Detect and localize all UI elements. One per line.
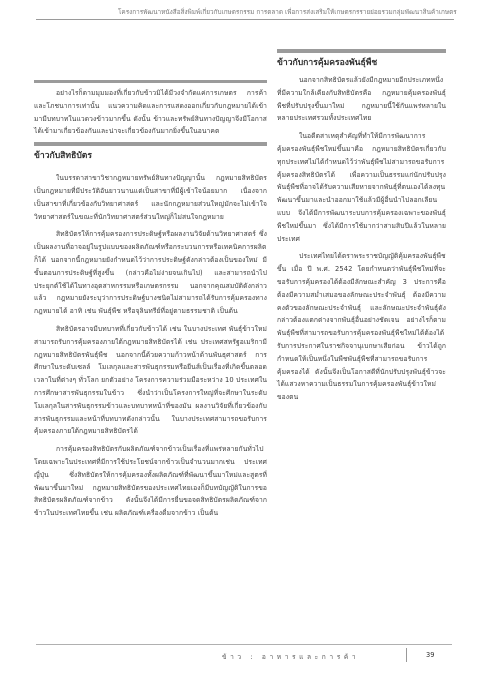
right-column [277, 49, 446, 404]
plant-paragraph-3: ประเทศไทยได้ตราพระราชบัญญัติคุ้มครองพันธุ์พืชขึ้น เมื่อ ปี พ.ศ. 2542 โดยกำหนดว่าพันธุ์พืชใหม่ที่จะขอรับการคุ้มครองได้ต้องมีลักษณะสำคัญ 3 ประการคือ ต้องมีความสม่ำเสมอของลักษณะประจำพันธุ์ ต้องมีความคงตัวของลักษณะประจำพันธุ์ และลักษณะประจำพันธุ์ดังกล่าวต้องแตกต่างจากพันธุ์อื่นอย่างชัดเจน อย่างไรก็ตามพันธุ์พืชที่สามารถขอรับการคุ้มครองพันธุ์พืชใหม่ได้ต้องได้รับการประกาศในราชกิจจานุเบกษาเสียก่อน ข้าวได้ถูกกำหนดให้เป็นหนึ่งในพืชพันธุ์พืชที่สามารถขอรับการคุ้มครองได้ ดังนั้นจึงเป็นโอกาสดีที่นักปรับปรุงพันธุ์ข้าวจะได้แสวงหาความเป็นธรรมในการคุ้มครองพันธุ์ข้าวใหม่ของตน [277, 252, 446, 402]
page-number: 39 [426, 651, 435, 659]
intro-paragraph: อย่างไรก็ตามมุมมองที่เกี่ยวกับข้าวมิได้มีวงจำกัดแค่การเกษตร การค้าและโภชนาการเท่านั้น แนวความคิดและการแสดงออกเกี่ยวกับกฎหมายได้เข้ามามีบทบาทในแวดวงข้าวมากขึ้น ดังนั้น ข้าวและทรัพย์สินทางปัญญาจึงมีโอกาสได้เข้ามาเกี่ยวข้องกันและน่าจะเกี่ยวข้องกันมากยิ่งขึ้นในอนาคต [34, 89, 267, 136]
left-column [34, 80, 267, 520]
footer-rule [36, 644, 452, 645]
patent-paragraph-4: การคุ้มครองสิทธิบัตรกับผลิตภัณฑ์จากข้าวเป็นเรื่องที่แพร่หลายกันทั่วไปโดยเฉพาะในประเทศที่มีการใช้ประโยชน์จากข้าวเป็นจำนวนมากเช่น ประเทศญี่ปุ่น ซึ่งสิทธิบัตรให้การคุ้มครองทั้งผลิตภัณฑ์ที่พัฒนาขึ้นมาใหม่และสูตรที่พัฒนาขึ้นมาใหม่ กฎหมายสิทธิบัตรของประเทศไทยเองก็มีบทบัญญัติในการขอสิทธิบัตรผลิตภัณฑ์จากข้าว ดังนั้นจึงได้มีการยื่นขอจดสิทธิบัตรผลิตภัณฑ์จากข้าวในประเทศไทยขึ้น เช่น ผลิตภัณฑ์เครื่องดื่มจากข้าว เป็นต้น [34, 445, 267, 518]
section-divider [34, 80, 267, 83]
patent-paragraph-2: สิทธิบัตรให้การคุ้มครองการประดิษฐ์หรือผลงานวิจัยด้านวิทยาศาสตร์ ซึ่งเป็นผลงานที่อาจอยู่ในรูปแบบของผลิตภัณฑ์หรือกระบวนการหรือเทคนิคการผลิตก็ได้ นอกจากนี้กฎหมายยังกำหนดไว้ว่าการประดิษฐ์ดังกล่าวต้องเป็นของใหม่ มีขั้นตอนการประดิษฐ์ที่สูงขึ้น (กล่าวคือไม่ง่ายจนเกินไป) และสามารถนำไปประยุกต์ใช้ได้ในทางอุตสาหกรรมหรือเกษตรกรรม นอกจากคุณสมบัติดังกล่าวแล้ว กฎหมายยังระบุว่าการประดิษฐ์บางชนิดไม่สามารถได้รับการคุ้มครองทางกฎหมายได้ อาทิ เช่น พันธุ์พืช หรือจุลินทรีย์ที่อยู่ตามธรรมชาติ เป็นต้น [34, 230, 267, 316]
section-heading-bar [34, 142, 267, 146]
section-heading-bar-right [277, 49, 446, 53]
footer-separator [406, 648, 407, 662]
patent-paragraph-3: สิทธิบัตรอาจมีบทบาทที่เกี่ยวกับข้าวได้ เช่น ในบางประเทศ พันธุ์ข้าวใหม่สามารถรับการคุ้มครองภายใต้กฎหมายสิทธิบัตรได้ เช่น ประเทศสหรัฐอเมริกามีกฎหมายสิทธิบัตรพันธุ์พืช นอกจากนี้ด้วยความก้าวหน้าด้านพันธุศาสตร์ การศึกษาในระดับเซลล์ โมเลกุลและสารพันธุกรรมหรือยีนส์เป็นเรื่องที่เกิดขึ้นตลอดเวลาในที่ต่างๆ ทั่วโลก ยกตัวอย่าง โครงการความร่วมมือระหว่าง 10 ประเทศในการศึกษาสารพันธุกรรมในข้าว ซึ่งนำว่าเป็นโครงการใหญ่ที่จะศึกษาในระดับโมเลกุลในสารพันธุกรรมข้าวและบทบาทหน้าที่ของมัน ผลงานวิจัยที่เกี่ยวข้องกับสารพันธุกรรมและหน้าที่บทบาทดังกล่าวนั้น ในบางประเทศสามารถขอรับการคุ้มครองภายใต้กฎหมายสิทธิบัตรได้ [34, 324, 267, 436]
section-heading-patent: ข้าวกับสิทธิบัตร [34, 151, 92, 162]
plant-paragraph-1: นอกจากสิทธิบัตรแล้วยังมีกฎหมายอีกประเภทหนึ่งที่มีความใกล้เคียงกับสิทธิบัตรคือ กฎหมายคุ้มครองพันธุ์พืชที่ปรับปรุงขึ้นมาใหม่ กฎหมายนี้ใช้กันแพร่หลายในหลายประเทศรวมทั้งประเทศไทย [277, 76, 446, 123]
publication-title: ข้าว : อาหารและการค้า [222, 653, 360, 661]
section-heading-plant-variety: ข้าวกับการคุ้มครองพันธุ์พืช [277, 58, 378, 68]
plant-paragraph-2: ในอดีตสาเหตุสำคัญที่ทำให้มีการพัฒนาการคุ้มครองพันธุ์พืชใหม่ขึ้นมาคือ กฎหมายสิทธิบัตรเกี่ยวกับทุกประเทศไม่ได้กำหนดไว้ว่าพันธุ์พืชไม่สามารถขอรับการคุ้มครองสิทธิบัตรได้ เพื่อความเป็นธรรมแก่นักปรับปรุงพันธุ์พืชที่อาจได้รับความเสียหายจากพันธุ์ที่ตนเองได้ลงทุนพัฒนาขึ้นมาและนำออกมาใช้แล้วมีผู้อื่นนำไปลอกเลียนแบบ จึงได้มีการพัฒนาระบบการคุ้มครองเฉพาะของพันธุ์พืชใหม่ขึ้นมา ซึ่งได้มีการใช้มากว่าสามสิบปีแล้วในหลายประเทศ [277, 132, 446, 243]
patent-paragraph-1: ในบรรดาสาขาวิชากฎหมายทรัพย์สินทางปัญญานั้น กฎหมายสิทธิบัตรเป็นกฎหมายที่มีประวัติอันยาวนานแต่เป็นสาขาที่มีผู้เข้าใจน้อยมาก เนื่องจากเป็นสาขาที่เกี่ยวข้องกับวิทยาศาสตร์ และนักกฎหมายส่วนใหญ่มักจะไม่เข้าใจวิทยาศาสตร์ในขณะที่นักวิทยาศาสตร์ส่วนใหญ่ก็ไม่สนใจกฎหมาย [34, 174, 267, 221]
page-header [0, 0, 480, 22]
header-rule [36, 19, 454, 20]
page-footer [0, 644, 480, 664]
running-header: โครงการพัฒนาหนังสือสิ่งพิมพ์เกี่ยวกับเกษตรกรรม การตลาด เพื่อการส่งเสริมให้เกษตรกรรายย่อยรวมกลุ่มพัฒนาสินค้าเกษตร [118, 8, 457, 16]
